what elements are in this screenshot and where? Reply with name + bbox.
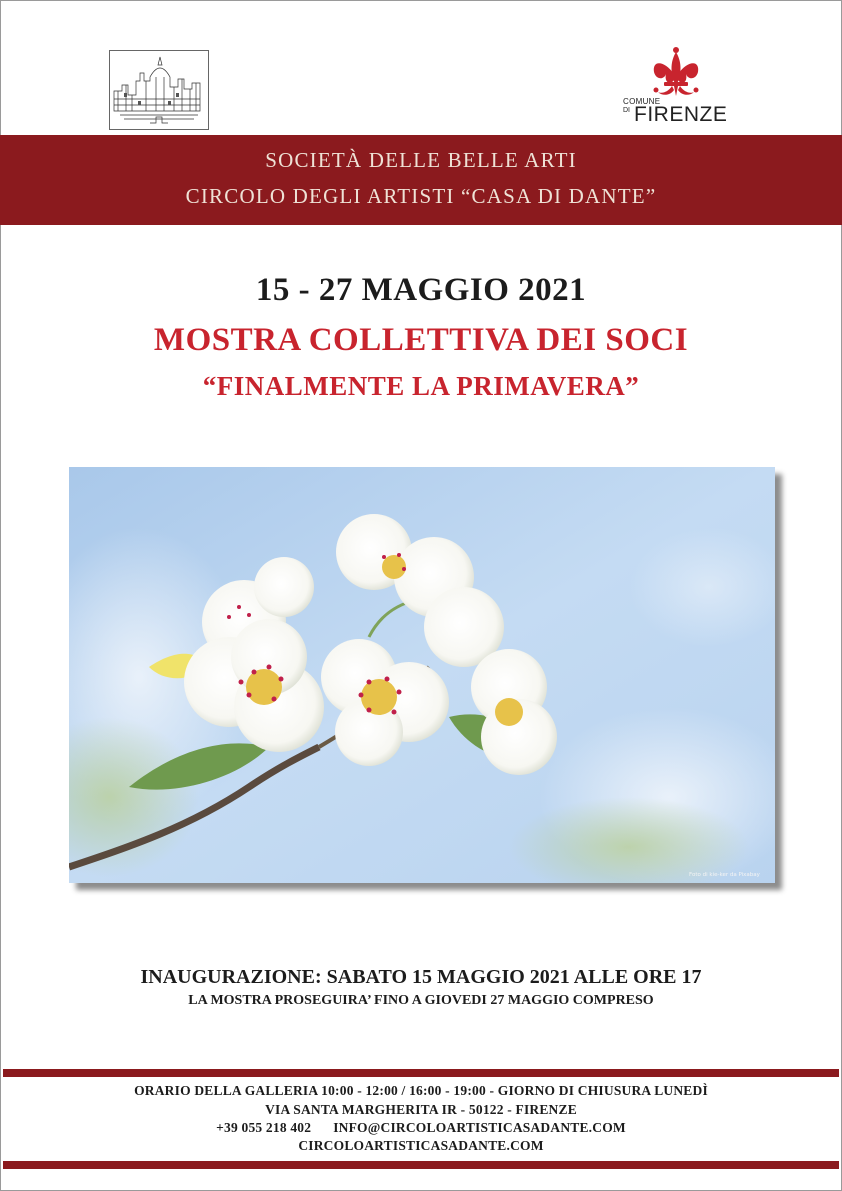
exhibition-duration-note: LA MOSTRA PROSEGUIRA’ FINO A GIOVEDI 27 MAGGIO COMPRESO: [188, 993, 654, 1008]
exhibition-dates: 15 - 27 MAGGIO 2021: [255, 272, 587, 308]
contact-line: [0, 1120, 842, 1136]
circle-name: CIRCOLO DEGLI ARTISTI “CASA DI DANTE”: [185, 184, 657, 208]
florence-skyline-drawing-icon: [109, 50, 209, 130]
footer-divider-top: [3, 1069, 839, 1077]
exhibition-subtitle: “FINALMENTE LA PRIMAVERA”: [202, 371, 640, 401]
comune-di-label: DI: [623, 107, 630, 114]
exhibition-title: MOSTRA COLLETTIVA DEI SOCI: [153, 322, 689, 358]
pear-blossom-photo: [69, 467, 775, 883]
footer-divider-bottom: [3, 1161, 839, 1169]
comune-label: COMUNE: [623, 97, 661, 106]
inauguration-line: INAUGURAZIONE: SABATO 15 MAGGIO 2021 ALLE ORE 17: [140, 966, 702, 988]
phone-number[interactable]: +39 055 218 402: [216, 1120, 312, 1135]
society-name: SOCIETÀ DELLE BELLE ARTI: [265, 148, 577, 172]
photo-credit: Foto di kie-ker da Pixabay: [689, 872, 760, 878]
firenze-label: FIRENZE: [634, 103, 728, 126]
email-link[interactable]: INFO@CIRCOLOARTISTICASADANTE.COM: [333, 1120, 626, 1135]
gallery-hours: ORARIO DELLA GALLERIA 10:00 - 12:00 / 16:00 - 19:00 - GIORNO DI CHIUSURA LUNEDÌ: [134, 1083, 708, 1098]
website-link[interactable]: CIRCOLOARTISTICASADANTE.COM: [298, 1138, 544, 1153]
gallery-address: VIA SANTA MARGHERITA IR - 50122 - FIRENZE: [265, 1102, 577, 1117]
